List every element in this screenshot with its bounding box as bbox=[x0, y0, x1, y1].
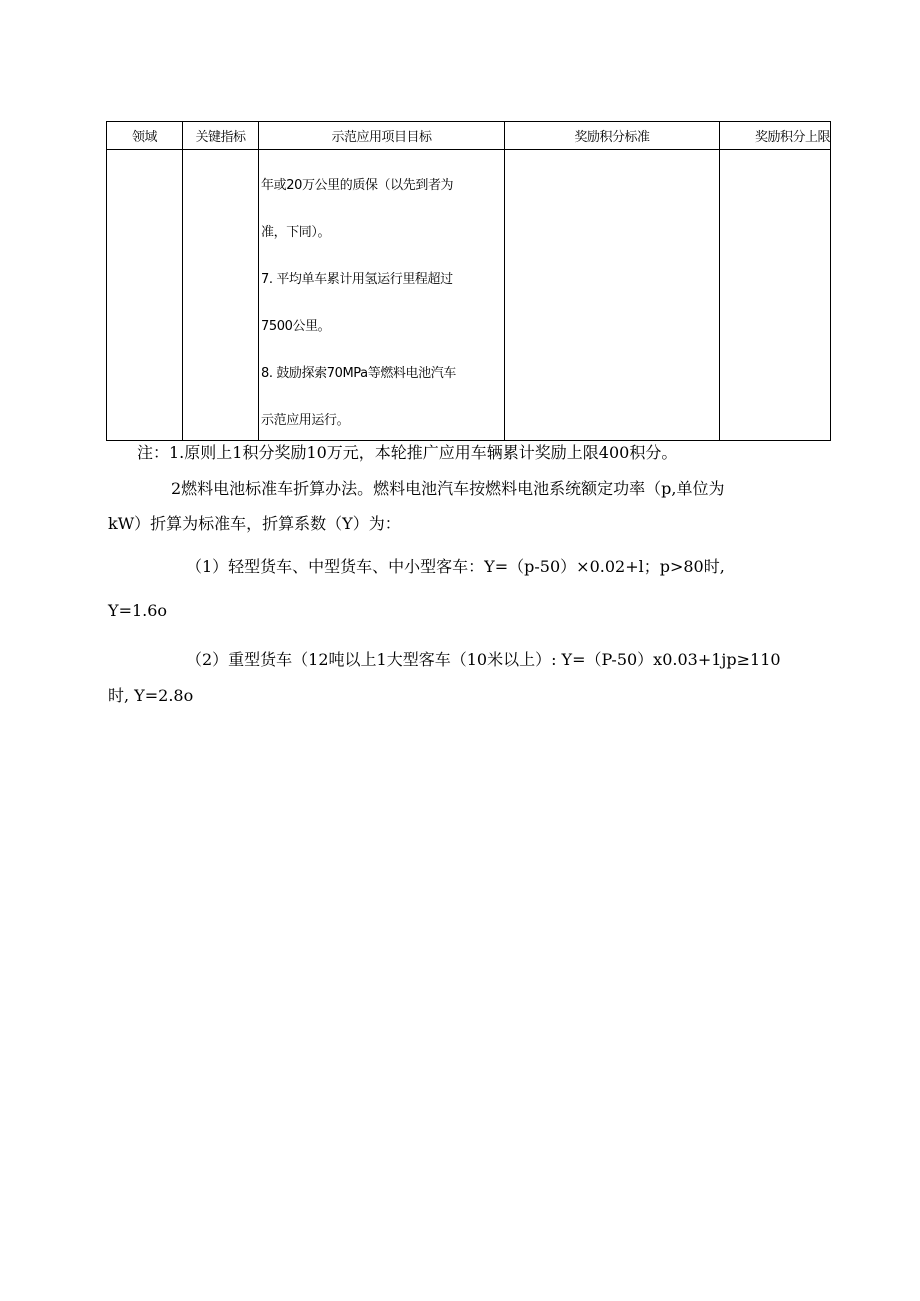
goal-line: 8. 鼓励探索70MPa等燃料电池汽车 bbox=[261, 366, 456, 381]
cell-project-goal bbox=[259, 150, 505, 441]
reward-criteria-table bbox=[106, 121, 831, 441]
note-light-vehicle-formula-cont: Y=1.6o bbox=[108, 601, 168, 620]
table-header-row bbox=[107, 122, 831, 150]
header-key-indicator: 关键指标 bbox=[183, 122, 259, 150]
goal-line: 7500公里。 bbox=[261, 319, 331, 334]
goal-line: 示范应用运行。 bbox=[261, 413, 350, 428]
note-conversion-method: 2燃料电池标准车折算办法。燃料电池汽车按燃料电池系统额定功率（p,单位为 bbox=[171, 479, 725, 498]
header-project-goal: 示范应用项目目标 bbox=[259, 122, 505, 150]
header-reward-standard: 奖励积分标准 bbox=[505, 122, 720, 150]
goal-line: 7. 平均单车累计用氢运行里程超过 bbox=[261, 272, 453, 287]
header-domain: 领域 bbox=[107, 122, 183, 150]
note-heavy-vehicle-formula-cont: 时, Y=2.8o bbox=[108, 686, 194, 705]
cell-reward-standard bbox=[505, 150, 720, 441]
note-light-vehicle-formula: （1）轻型货车、中型货车、中小型客车：Y=（p-50）×0.02+l；p>80时, bbox=[186, 557, 725, 576]
cell-domain bbox=[107, 150, 183, 441]
note-heavy-vehicle-formula: （2）重型货车（12吨以上1大型客车（10米以上）: Y=（P-50）x0.03+1jp≥110 bbox=[186, 650, 781, 669]
header-reward-limit: 奖励积分上限 bbox=[720, 122, 831, 150]
goal-line: 年或20万公里的质保（以先到者为 bbox=[261, 178, 454, 193]
goal-line: 准，下同）。 bbox=[261, 225, 331, 240]
table-row bbox=[107, 150, 831, 441]
cell-reward-limit bbox=[720, 150, 831, 441]
cell-indicator bbox=[183, 150, 259, 441]
note-conversion-method-cont: kW）折算为标准车，折算系数（Y）为： bbox=[108, 514, 401, 533]
note-reward-value: 注：1.原则上1积分奖励10万元，本轮推广应用车辆累计奖励上限400积分。 bbox=[137, 443, 678, 462]
